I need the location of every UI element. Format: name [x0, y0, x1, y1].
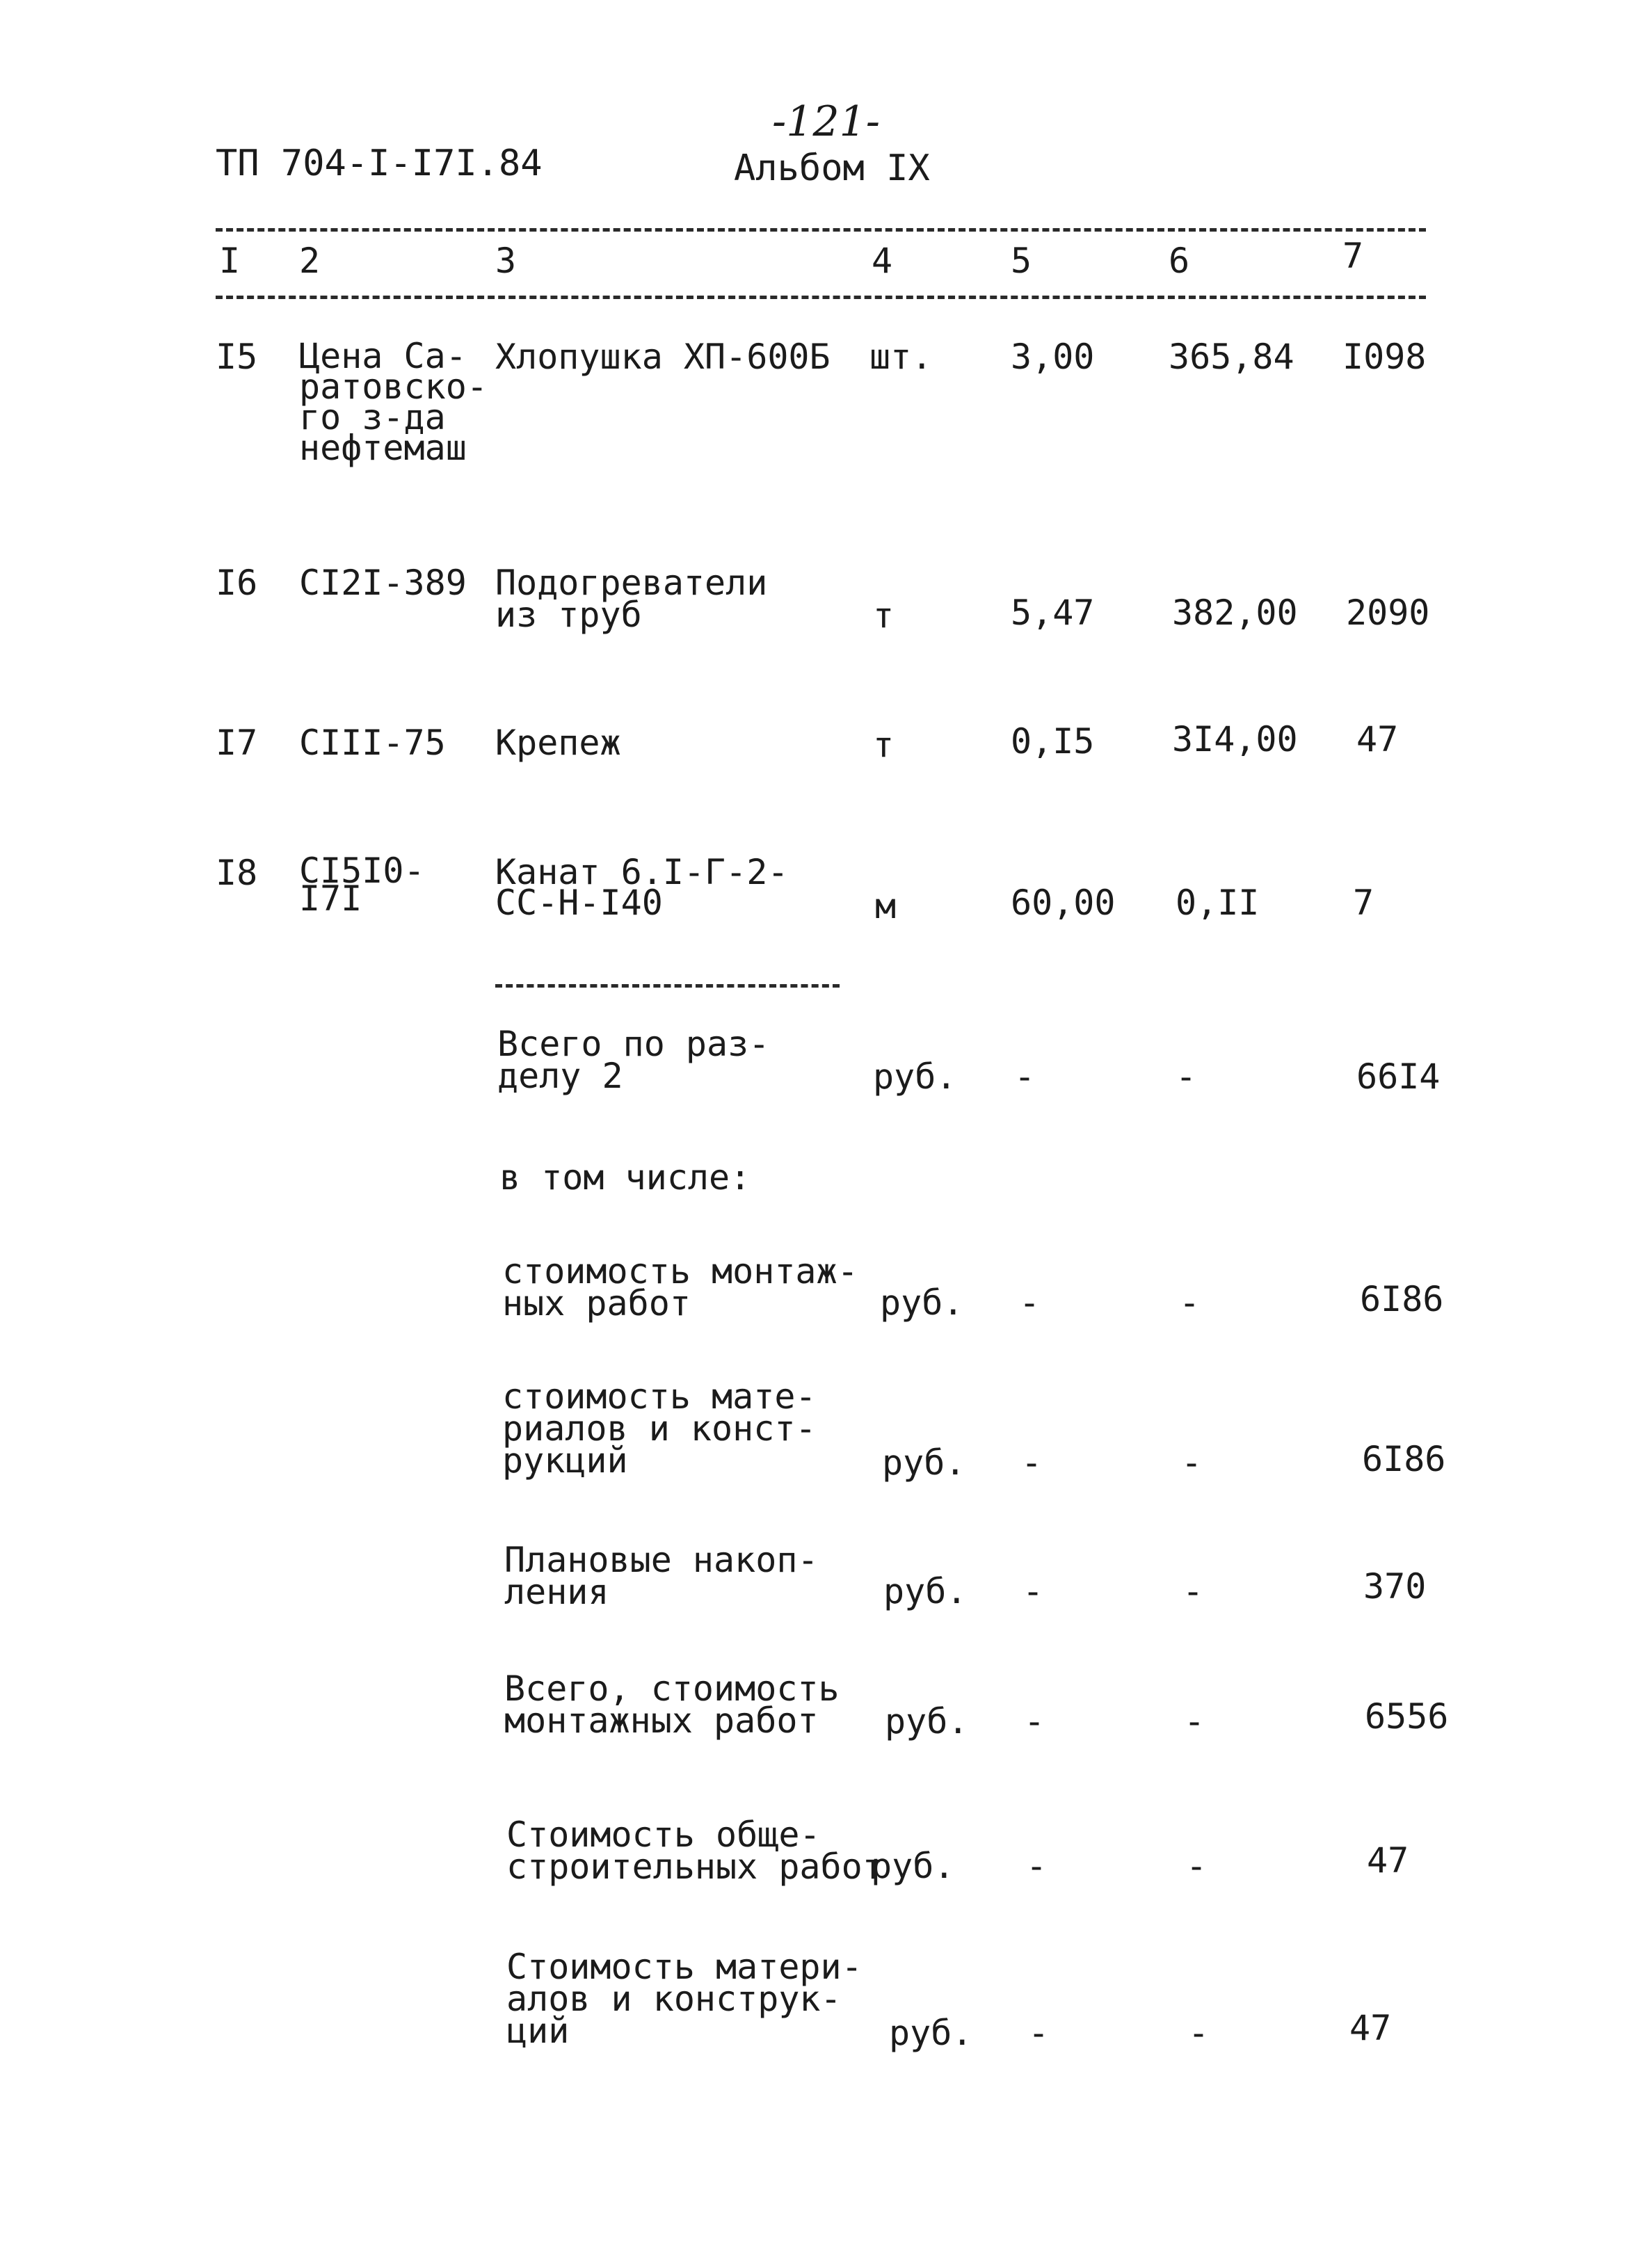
row-price: 382,00: [1172, 593, 1298, 633]
summary-price: -: [1179, 1282, 1201, 1323]
summary-label: Плановые накоп- ления: [504, 1540, 819, 1612]
row-total: 47: [1356, 719, 1399, 759]
row-total: 7: [1353, 883, 1374, 923]
col-header-5: 5: [1011, 241, 1032, 281]
col-header-6: 6: [1169, 241, 1190, 281]
row-number: I8: [216, 853, 258, 893]
document-code: ТП 704-I-I7I.84: [216, 143, 543, 184]
summary-price: -: [1181, 1442, 1203, 1483]
summary-qty: -: [1014, 1056, 1036, 1097]
header-bottom-rule: [216, 296, 1426, 299]
summary-label: стоимость мате- риалов и конст- рукций: [502, 1376, 817, 1481]
summary-total: 6556: [1365, 1696, 1449, 1737]
summary-price: -: [1182, 1571, 1204, 1611]
row-price: 365,84: [1169, 337, 1294, 377]
summary-total: 66I4: [1356, 1056, 1441, 1097]
col-header-3: 3: [495, 241, 517, 281]
row-number: I7: [216, 723, 258, 763]
summary-price: -: [1188, 2013, 1210, 2053]
summary-qty: -: [1023, 1571, 1044, 1611]
row-qty: 5,47: [1011, 593, 1095, 633]
summary-price: -: [1184, 1701, 1205, 1742]
summary-label: Стоимость матери- алов и констрyк- ций: [506, 1947, 863, 2051]
row-name: Крепеж: [495, 723, 621, 763]
summary-price: -: [1186, 1846, 1208, 1886]
row-price: 3I4,00: [1172, 719, 1298, 759]
summary-total: 6I86: [1362, 1439, 1446, 1479]
row-name: Подогреватели из труб: [495, 563, 768, 635]
row-unit: шт.: [869, 337, 933, 377]
row-qty: 60,00: [1011, 883, 1116, 923]
summary-price: -: [1176, 1056, 1197, 1097]
row-name: Хлопушка ХП-600Б: [495, 337, 831, 377]
summary-total: 47: [1367, 1840, 1409, 1881]
summary-qty: -: [1019, 1282, 1041, 1323]
summary-unit: руб.: [873, 1056, 957, 1097]
summary-label: Всего, стоимость монтажных работ: [504, 1668, 840, 1741]
col-header-7: 7: [1342, 236, 1364, 276]
summary-label: стоимость монтаж- ных работ: [502, 1251, 858, 1324]
summary-unit: руб.: [883, 1571, 968, 1611]
row-code: CI2I-389: [299, 563, 467, 603]
row-unit: м: [875, 886, 897, 926]
summary-unit: руб.: [882, 1442, 966, 1483]
col-header-4: 4: [872, 241, 893, 281]
album-label: Альбом IX: [734, 147, 930, 189]
row-total: 2090: [1346, 593, 1430, 633]
page-number: -121-: [772, 97, 881, 146]
row-code: CIII-75: [299, 723, 446, 763]
col-header-2: 2: [299, 241, 321, 281]
row-unit: т: [873, 725, 895, 765]
totals-divider: [495, 984, 840, 988]
row-code: CI5I0- I7I: [299, 851, 425, 919]
summary-qty: -: [1028, 2013, 1050, 2053]
summary-label: Стоимость обще- строительных работ: [506, 1815, 883, 1887]
summary-label: Всего по раз- делу 2: [497, 1024, 770, 1096]
summary-unit: руб.: [885, 1701, 969, 1742]
header-top-rule: [216, 228, 1426, 232]
summary-unit: руб.: [871, 1846, 955, 1886]
summary-label: в том числе:: [499, 1157, 751, 1198]
summary-qty: -: [1024, 1701, 1045, 1742]
row-unit: т: [873, 595, 895, 636]
row-code: Цена Са- ратовско- го з-да нефтемаш: [299, 336, 488, 468]
row-total: I098: [1342, 337, 1427, 377]
row-number: I5: [216, 337, 258, 377]
row-name: Канат 6.I-Г-2- СС-Н-I40: [495, 852, 789, 923]
summary-total: 6I86: [1360, 1279, 1444, 1319]
summary-qty: -: [1021, 1442, 1043, 1483]
summary-qty: -: [1026, 1846, 1048, 1886]
col-header-1: I: [219, 241, 241, 281]
row-qty: 3,00: [1011, 337, 1095, 377]
row-price: 0,II: [1176, 883, 1260, 923]
summary-unit: руб.: [889, 2013, 973, 2053]
summary-unit: руб.: [880, 1282, 964, 1323]
summary-total: 47: [1349, 2008, 1392, 2048]
summary-total: 370: [1363, 1566, 1427, 1607]
row-number: I6: [216, 563, 258, 603]
row-qty: 0,I5: [1011, 721, 1095, 762]
